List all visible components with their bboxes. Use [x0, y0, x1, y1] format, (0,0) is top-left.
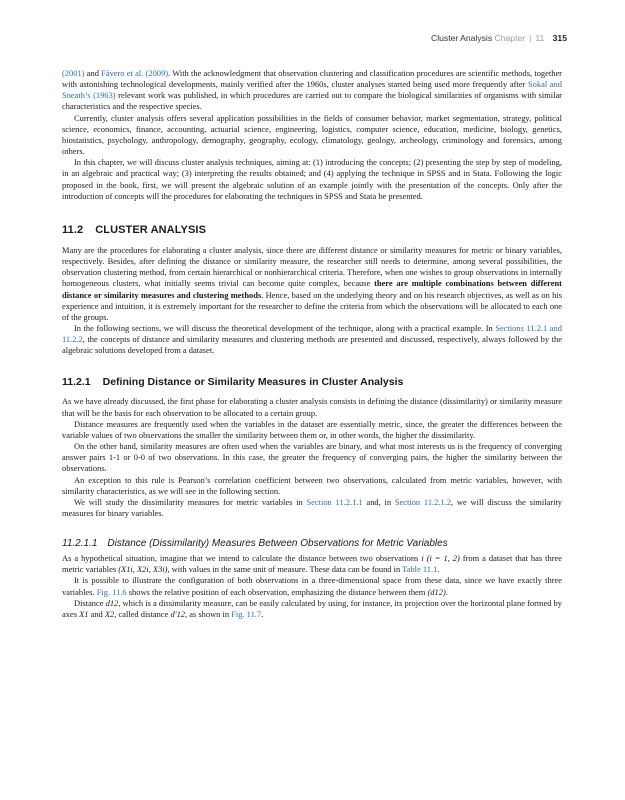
section-heading-11-2-1-1: 11.2.1.1 Distance (Dissimilarity) Measures Between Observations for Metric Variables	[62, 538, 448, 550]
page-body	[62, 68, 562, 620]
ref-fig-11-7[interactable]: Fig. 11.7	[231, 608, 262, 619]
section-11-2-1-1-paragraph-1: As a hypothetical situation, imagine that we intend to calculate the distance between two observations i (i = 1, 2) from a dataset that has three metric variables (X1i, X2i, X3i), with values in the same unit of measure. These data can be found in Table 11.1.	[62, 553, 562, 575]
section-heading-11-2: 11.2 CLUSTER ANALYSIS	[62, 223, 207, 236]
running-header: Cluster Analysis Chapter | 11 315	[431, 33, 567, 43]
running-title: Cluster Analysis	[431, 33, 493, 43]
intro-paragraph-3: In this chapter, we will discuss cluster analysis techniques, aiming at: (1) introducing the concepts; (2) presenting the step by step of modeling, in an algebraic and practical way; (3) interpreting the results obtained; and (4) applying the technique in SPSS and in Stata. Following the logic proposed in the book, first, we will present the algebraic solution of an example jointly with the presentation of the concepts. Only after the introduction of concepts will the procedures for elaborating the techniques in SPSS and Stata be presented.	[62, 157, 562, 201]
section-11-2-1-paragraph-1: As we have already discussed, the first phase for elaborating a cluster analysis consists in defining the distance (dissimilarity) or similarity measure that will be the basis for each observation to be allocated to a certain group.	[62, 396, 562, 418]
ref-section-11-2-1-1[interactable]: Section 11.2.1.1	[306, 496, 363, 507]
section-11-2-paragraph-1: Many are the procedures for elaborating a cluster analysis, since there are different distance or similarity measures for metric or binary variables, respectively. Besides, after defining the distance or similarity measure, the researcher still needs to determine, among several possibilities, the observation clustering method, from certain hierarchical or nonhierarchical criteria. Therefore, when one wishes to group observations in internally homogeneous clusters, what initially seems trivial can become quite complex, because there are multiple combinations between different distance or similarity measures and clustering methods. Hence, based on the underlying theory and on his research objectives, as well as on his experience and intuition, it is extremely important for the researcher to define the criteria from which the observations will be allocated to each one of the groups.	[62, 244, 562, 322]
section-11-2-1-1-paragraph-3: Distance d12, which is a dissimilarity measure, can be easily calculated by using, for instance, its projection over the horizontal plane formed by axes X1 and X2, called distance d′12, as shown in Fig. 11.7.	[62, 597, 562, 619]
ref-fig-11-6[interactable]: Fig. 11.6	[96, 586, 127, 597]
page-number: 315	[552, 33, 567, 43]
section-11-2-1-paragraph-5: We will study the dissimilarity measures for metric variables in Section 11.2.1.1 and, in Section 11.2.1.2, we will discuss the similarity measures for binary variables.	[62, 496, 563, 518]
intro-paragraph-1: (2001) and Fávero et al. (2009). With the acknowledgment that observation clustering and classification procedures are scientific methods, together with astonishing technological developments, mainly verified after the 1960s, cluster analyses started being used more frequently after Sokal and Sneath’s (1963) relevant work was published, in which procedures are carried out to compare the biological similarities of organisms with similar characteristics and the respective species.	[62, 68, 562, 112]
ref-sections-11-2-1-11-2-2[interactable]: Sections 11.2.1 and 11.2.2	[62, 322, 562, 345]
ref-citation-2001[interactable]: (2001)	[62, 68, 85, 78]
section-11-2-1-paragraph-2: Distance measures are frequently used when the variables in the dataset are essentially metric, since, the greater the differences between the variable values of two observations the smaller the similarity between them or, in other words, the higher the dissimilarity.	[62, 418, 562, 440]
intro-paragraph-2: Currently, cluster analysis offers several application possibilities in the fields of consumer behavior, market segmentation, strategy, political science, economics, finance, accounting, actuarial science, engineering, logistics, computer science, education, medicine, biology, genetics, biostatistics, psychology, anthropology, demography, geography, ecology, climatology, geology, archeology, criminology and forensics, among others.	[62, 112, 562, 157]
section-11-2-1-paragraph-4: An exception to this rule is Pearson’s correlation coefficient between two observations, calculated from metric variables, however, with similarity characteristics, as we will see in the following section.	[62, 474, 562, 496]
ref-section-11-2-1-2[interactable]: Section 11.2.1.2	[394, 496, 452, 507]
ref-table-11-1[interactable]: Table 11.1	[402, 564, 438, 575]
section-11-2-1-paragraph-3: On the other hand, similarity measures are often used when the variables are binary, and what most interests us is the frequency of converging answer pairs 1-1 or 0-0 of two observations. In this case, the greater the frequency of converging pairs, the higher the similarity between the observations.	[62, 441, 562, 474]
section-heading-11-2-1: 11.2.1 Defining Distance or Similarity Measures in Cluster Analysis	[62, 376, 404, 389]
section-11-2-paragraph-2: In the following sections, we will discuss the theoretical development of the technique, along with a practical example. In Sections 11.2.1 and 11.2.2, the concepts of distance and similarity measures and clustering methods are presented and discussed, respectively, always followed by the algebraic solutions developed from a dataset.	[62, 322, 562, 356]
ref-citation-sokal-sneath-1963[interactable]: Sokal and Sneath’s (1963)	[62, 79, 562, 101]
section-11-2-1-1-paragraph-2: It is possible to illustrate the configuration of both observations in a three-dimensional space from these data, since we have exactly three variables. Fig. 11.6 shows the relative position of each observation, emphasizing the distance between them (d12).	[62, 575, 562, 597]
ref-citation-favero-2009[interactable]: Fávero et al. (2009)	[101, 68, 169, 78]
chapter-label: Chapter	[494, 33, 526, 43]
chapter-number: 11	[535, 33, 545, 43]
